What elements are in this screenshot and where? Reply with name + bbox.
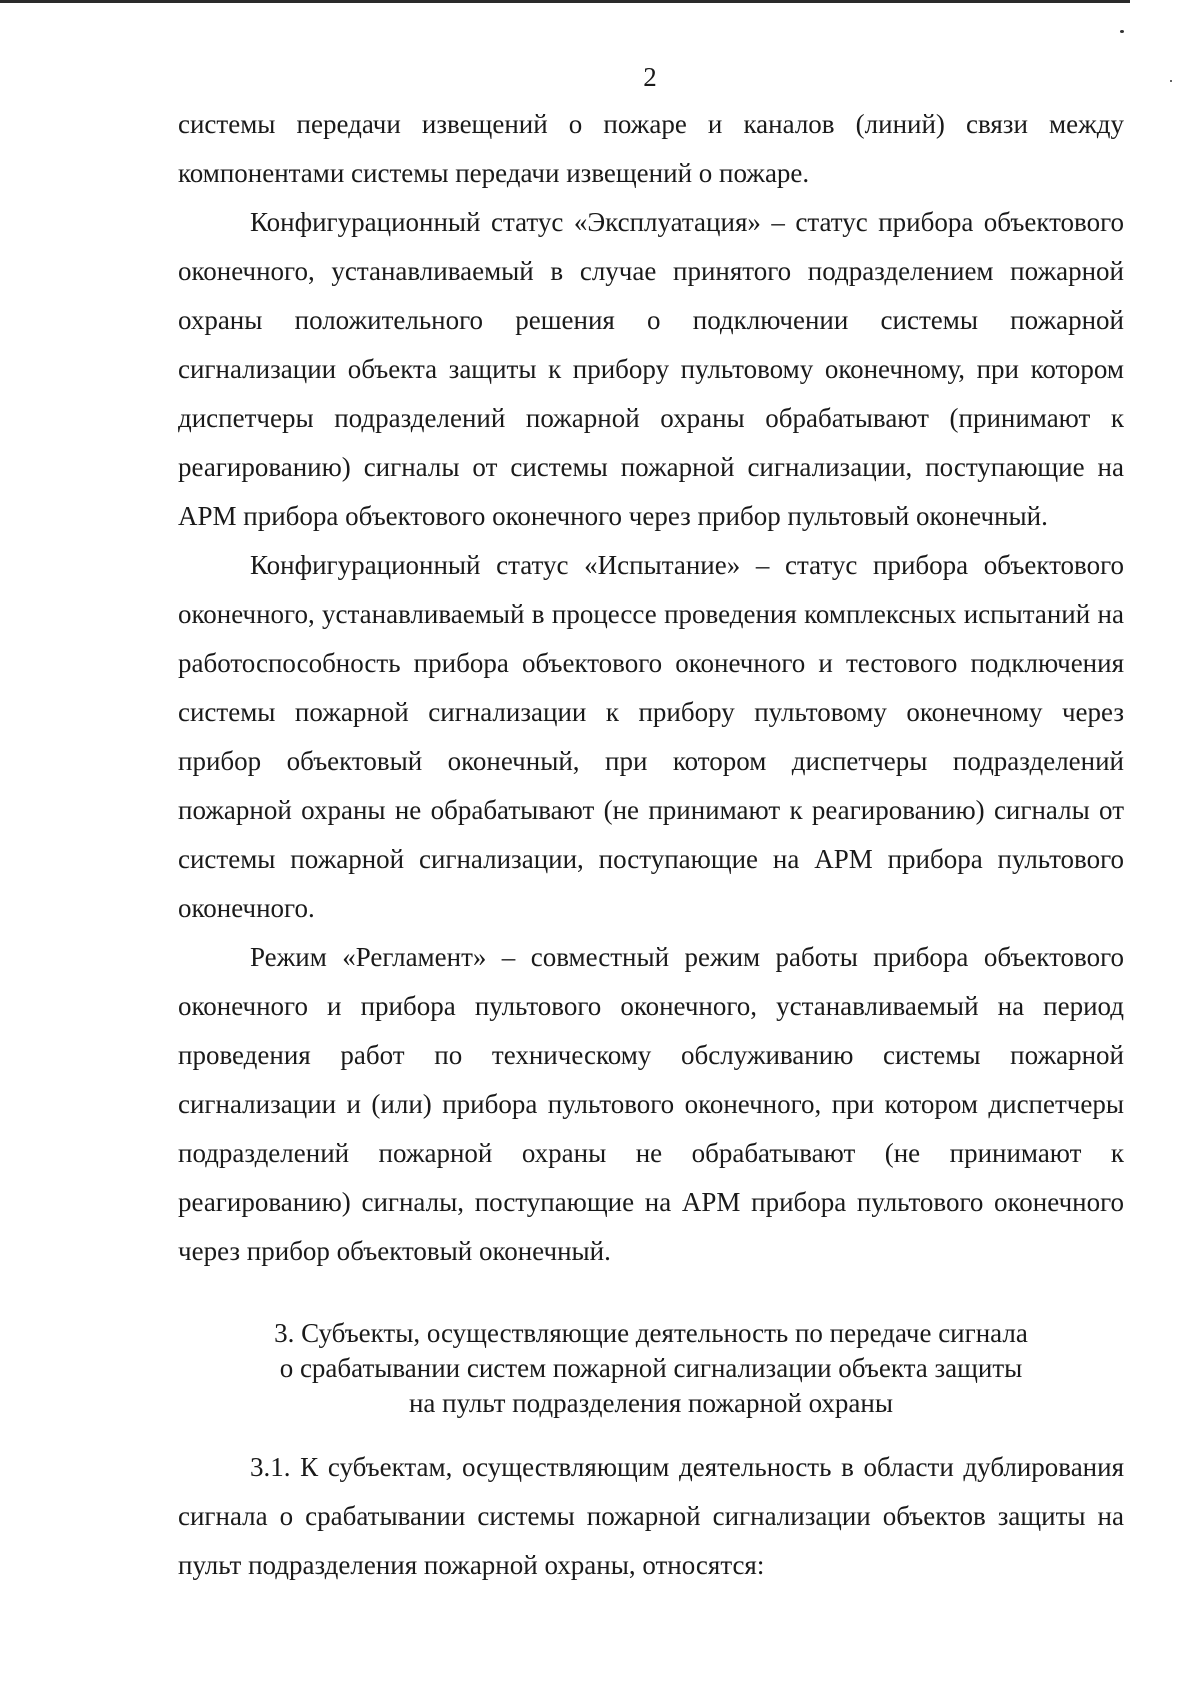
paragraph-status-testing: Конфигурационный статус «Испытание» – статус прибора объектового оконечного, устанавливаемый в процессе проведения комплексных испытаний на работоспособность прибора объектового оконечного и тестового подключения системы пожарной сигнализации к прибору пультовому оконечному через прибор объектовый оконечный, при котором диспетчеры подразделений пожарной охраны не обрабатывают (не принимают к реагированию) сигналы от системы пожарной сигнализации, поступающие на АРМ прибора пультового оконечного. — [178, 550, 1124, 923]
section-3-heading-line-1: 3. Субъекты, осуществляющие деятельность по передаче сигнала — [274, 1318, 1028, 1348]
page-number: 2 — [643, 62, 657, 92]
document-body — [178, 100, 1124, 1590]
paragraph-3-1: 3.1. К субъектам, осуществляющим деятельность в области дублирования сигнала о срабатывании системы пожарной сигнализации объектов защиты на пульт подразделения пожарной охраны, относятся: — [178, 1452, 1124, 1580]
scan-speck — [1170, 80, 1172, 82]
scan-speck — [1120, 30, 1124, 33]
paragraph-continuation: системы передачи извещений о пожаре и каналов (линий) связи между компонентами системы передачи извещений о пожаре. — [178, 109, 1124, 188]
section-3-heading — [178, 1316, 1124, 1421]
section-3-heading-line-3: на пульт подразделения пожарной охраны — [408, 1388, 894, 1418]
paragraph-status-exploitation: Конфигурационный статус «Эксплуатация» – статус прибора объектового оконечного, устанавливаемый в случае принятого подразделением пожарной охраны положительного решения о подключении системы пожарной сигнализации объекта защиты к прибору пультовому оконечному, при котором диспетчеры подразделений пожарной охраны обрабатывают (принимают к реагированию) сигналы от системы пожарной сигнализации, поступающие на АРМ прибора объектового оконечного через прибор пультовый оконечный. — [178, 207, 1124, 531]
top-border-line — [0, 0, 1130, 3]
section-3-heading-line-2: о срабатывании систем пожарной сигнализации объекта защиты — [279, 1353, 1023, 1383]
paragraph-mode-reglament: Режим «Регламент» – совместный режим работы прибора объектового оконечного и прибора пультового оконечного, устанавливаемый на период проведения работ по техническому обслуживанию системы пожарной сигнализации и (или) прибора пультового оконечного, при котором диспетчеры подразделений пожарной охраны не обрабатывают (не принимают к реагированию) сигналы, поступающие на АРМ прибора пультового оконечного через прибор объектовый оконечный. — [178, 942, 1124, 1266]
